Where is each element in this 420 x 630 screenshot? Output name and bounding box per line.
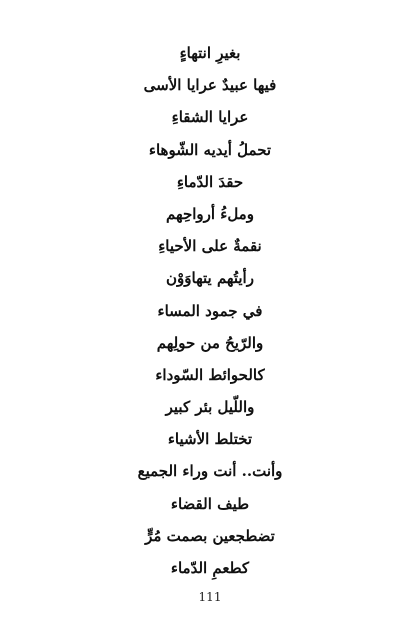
poem-line: تحملُ أيديه الشّوهاء (148, 140, 272, 159)
poem-line: وملءُ أرواحِهم (166, 204, 254, 223)
poem-line: حقدَ الدّماءِ (176, 172, 244, 191)
poem-line: طيف القضاء (170, 494, 250, 513)
poem-line: رأيتُهم يتهاوَوْن (166, 269, 254, 288)
poem-line: والرّيحُ من حولِهم (156, 333, 264, 352)
poem-line: تختلط الأشياء (167, 430, 253, 449)
poem-line: تضطجعين بصمت مُرٍّ (145, 526, 275, 545)
poem-line: نقمةٌ على الأحياءِ (158, 237, 262, 256)
page-number: 111 (198, 590, 222, 604)
poem-line: في جمود المساء (157, 301, 263, 320)
poem-line: كطعمِ الدّماء (170, 559, 250, 577)
poem-line: كالحوائط السّوداء (155, 365, 265, 384)
poem-line: واللّيل بئر كبير (165, 398, 255, 417)
poem-body (60, 37, 360, 584)
poem-line: وأنت.. أنت وراء الجميع (137, 462, 283, 481)
poem-line: بغيرِ انتهاءٍ (179, 44, 241, 62)
poem-line: عرايا الشقاءِ (171, 108, 249, 127)
poem-line: فيها عبيدٌ عرايا الأسى (143, 76, 277, 95)
